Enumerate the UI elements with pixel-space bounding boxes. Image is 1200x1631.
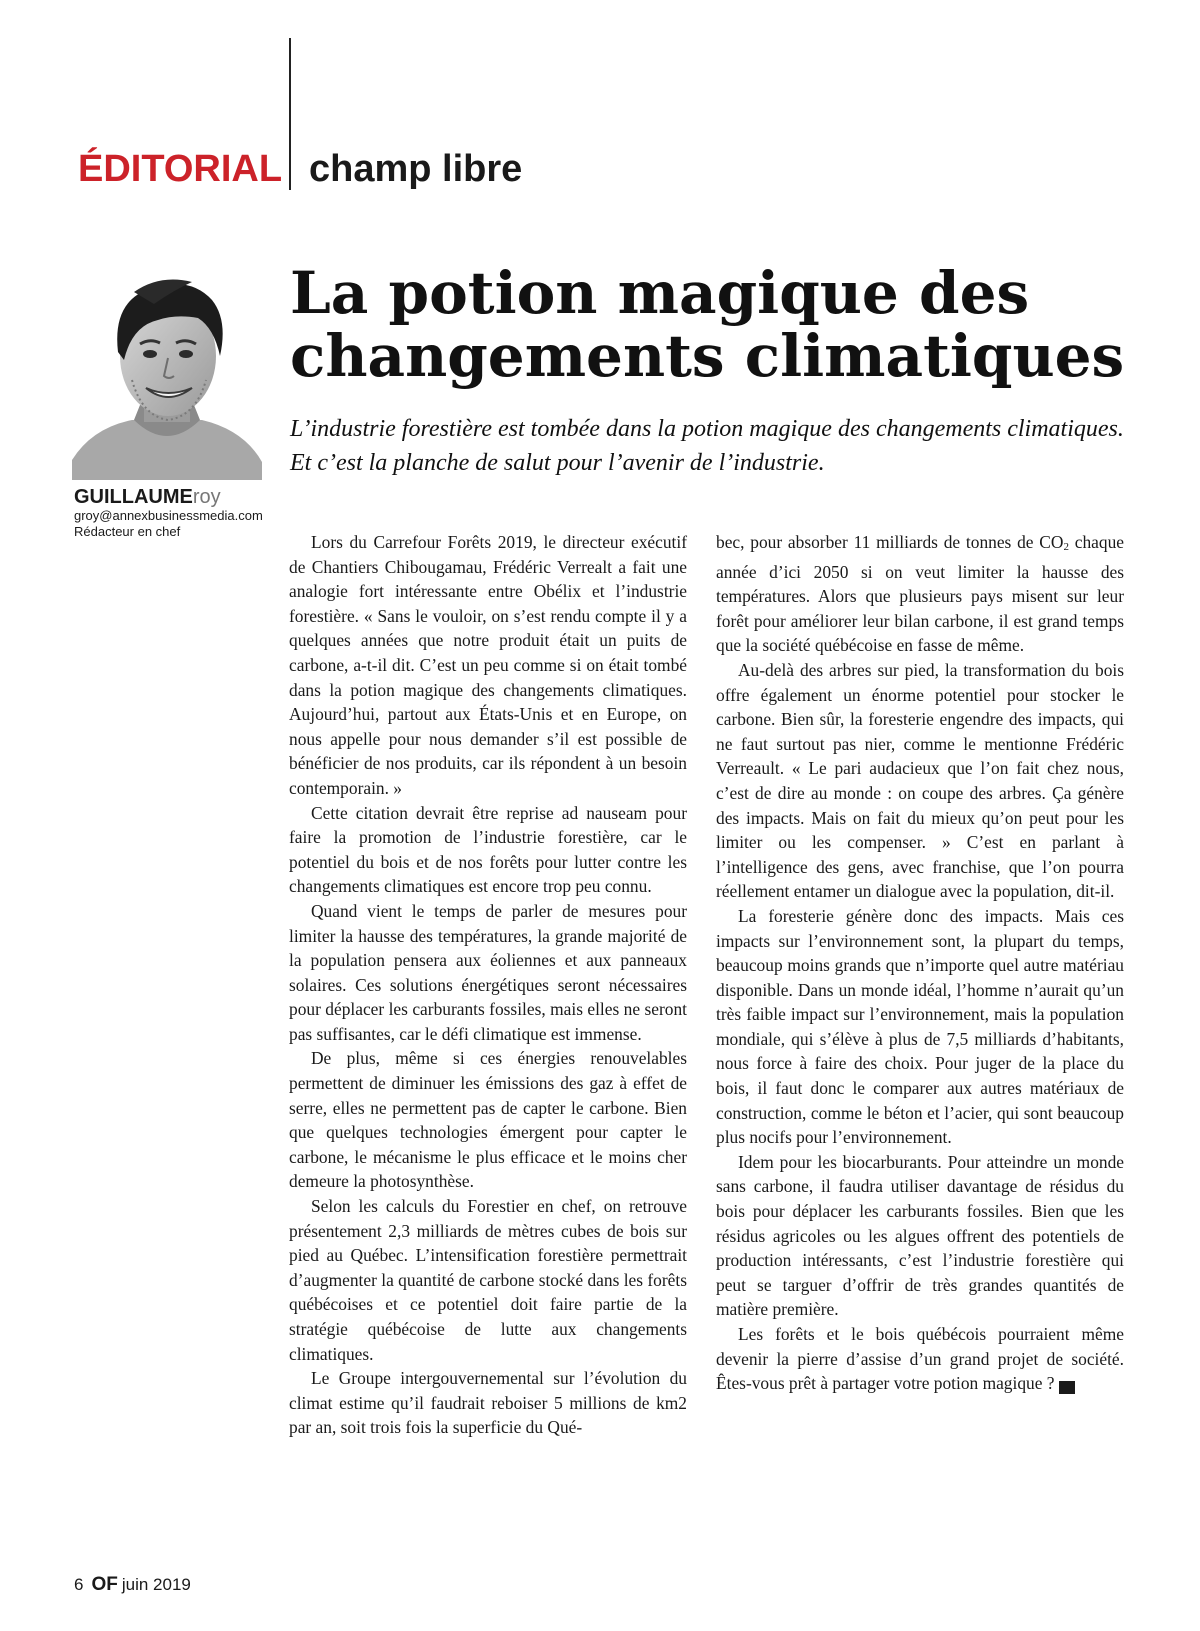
subscript: 2 — [1063, 541, 1069, 553]
author-photo — [72, 270, 262, 480]
paragraph-final — [716, 1322, 1124, 1396]
paragraph: Au-delà des arbres sur pied, la transformation du bois offre également un énorme potentiel pour stocker le carbone. Bien sûr, la foresterie engendre des impacts, qui ne faut surtout pas nier, comme le mentionne Frédéric Verreault. « Le pari audacieux que l’on fait chez nous, c’est de dire au monde : on coupe des arbres. Ça génère des impacts. Mais on fait du mieux qu’on peut pour les limiter ou les compenser. » C’est en parlant à l’intelligence des gens, avec franchise, que l’on pourra réellement entamer un dialogue avec la population, dit-il. — [716, 659, 1124, 902]
page-number: 6 — [74, 1575, 84, 1594]
paragraph: Quand vient le temps de parler de mesures pour limiter la hausse des températures, la grande majorité de la population pensera aux éoliennes et aux panneaux solaires. Ces solutions énergétiques seront nécessaires pour déplacer les carburants fossiles, mais elles ne seront pas suffisantes, car le défi climatique est immense. — [289, 900, 687, 1044]
author-email: groy@annexbusinessmedia.com — [74, 508, 263, 523]
paragraph-text: Les forêts et le bois québécois pourraient même devenir la pierre d’assise d’un grand projet de société. Êtes-vous prêt à partager votre potion magique ? — [716, 1324, 1124, 1394]
section-sublabel: champ libre — [309, 148, 523, 190]
paragraph: Le Groupe intergouvernemental sur l’évolution du climat estime qu’il faudrait reboiser 5 millions de km2 par an, soit trois fois la superficie du Qué- — [289, 1368, 687, 1438]
author-name — [74, 486, 263, 508]
paragraph: La foresterie génère donc des impacts. Mais ces impacts sur l’environnement sont, la plupart du temps, beaucoup moins grands que n’importe quel autre matériau disponible. Dans un monde idéal, l’homme n’aurait qu’un très faible impact sur l’environnement, mais la population mondiale, qui s’élève à plus de 7,5 milliards d’habitants, nous force à faire des choix. Pour juger de la place du bois, il faut donc le comparer aux autres matériaux de construction, comme le béton et l’acier, qui sont beaucoup plus nocifs pour l’environnement. — [716, 905, 1124, 1148]
author-first-name: GUILLAUME — [74, 486, 193, 508]
title-line-1: La potion magique des — [290, 259, 1030, 327]
magazine-logo: OF — [91, 1574, 118, 1595]
author-block — [74, 486, 263, 540]
article-column-1 — [289, 530, 687, 1440]
paragraph: Cette citation devrait être reprise ad nauseam pour faire la promotion de l’industrie forestière, car le potentiel du bois et de nos forêts pour lutter contre les changements climatiques est encore trop peu connu. — [289, 802, 687, 897]
article-column-2 — [716, 530, 1124, 1396]
article-title — [290, 259, 1150, 390]
issue-date: juin 2019 — [121, 1575, 191, 1594]
page-footer — [74, 1574, 191, 1596]
author-last-name: roy — [192, 486, 221, 508]
portrait-illustration — [72, 270, 262, 480]
end-mark-icon: OF — [1059, 1381, 1075, 1394]
header-divider — [289, 38, 291, 190]
paragraph: De plus, même si ces énergies renouvelables permettent de diminuer les émissions des gaz à effet de serre, elles ne permettent pas de capter le carbone. Bien que quelques technologies émergent pour capter le carbone, le mécanisme le plus efficace et le moins cher demeure la photosynthèse. — [289, 1048, 687, 1192]
paragraph-part: chaque année d’ici 2050 si on veut limiter la hausse des températures. Alors que plusieurs pays misent sur leur forêt pour améliorer leur bilan carbone, il est grand temps que la société québécoise en fasse de même. — [716, 532, 1124, 656]
section-label: ÉDITORIAL — [78, 148, 283, 190]
paragraph: Selon les calculs du Forestier en chef, on retrouve présentement 2,3 milliards de mètres cubes de bois sur pied au Québec. L’intensification forestière permettrait d’augmenter la quantité de carbone stocké dans les forêts québécoises et ce potentiel doit faire partie de la stratégie québécoise de lutte aux changements climatiques. — [289, 1196, 687, 1364]
paragraph: Lors du Carrefour Forêts 2019, le directeur exécutif de Chantiers Chibougamau, Frédéric Verrealt a fait une analogie fort intéressante entre Obélix et l’industrie forestière. « Sans le vouloir, on s’est rendu compte il y a quelques années que notre produit était un puits de carbone, a-t-il dit. C’est un peu comme si on était tombé dans la potion magique des changements climatiques. Aujourd’hui, partout aux États-Unis et en Europe, on nous appelle pour nous demander s’il est possible de bénéficier de nos produits, car ils répondent à un besoin contemporain. » — [289, 532, 687, 798]
paragraph-part: bec, pour absorber 11 milliards de tonnes de CO — [716, 532, 1064, 552]
title-line-2: changements climatiques — [290, 322, 1125, 390]
paragraph-continued — [716, 530, 1124, 658]
author-role: Rédacteur en chef — [74, 524, 181, 539]
article-lede: L’industrie forestière est tombée dans la potion magique des changements climatiques. Et c’est la planche de salut pour l’avenir de l’industrie. — [290, 416, 1124, 476]
paragraph: Idem pour les biocarburants. Pour atteindre un monde sans carbone, il faudra utiliser davantage de résidus du bois pour déplacer les carburants fossiles. Bien que les résidus agricoles ou les algues offrent des potentiels de production intéressants, c’est l’industrie forestière qui peut se targuer d’offrir de très grandes quantités de matière première. — [716, 1151, 1124, 1320]
